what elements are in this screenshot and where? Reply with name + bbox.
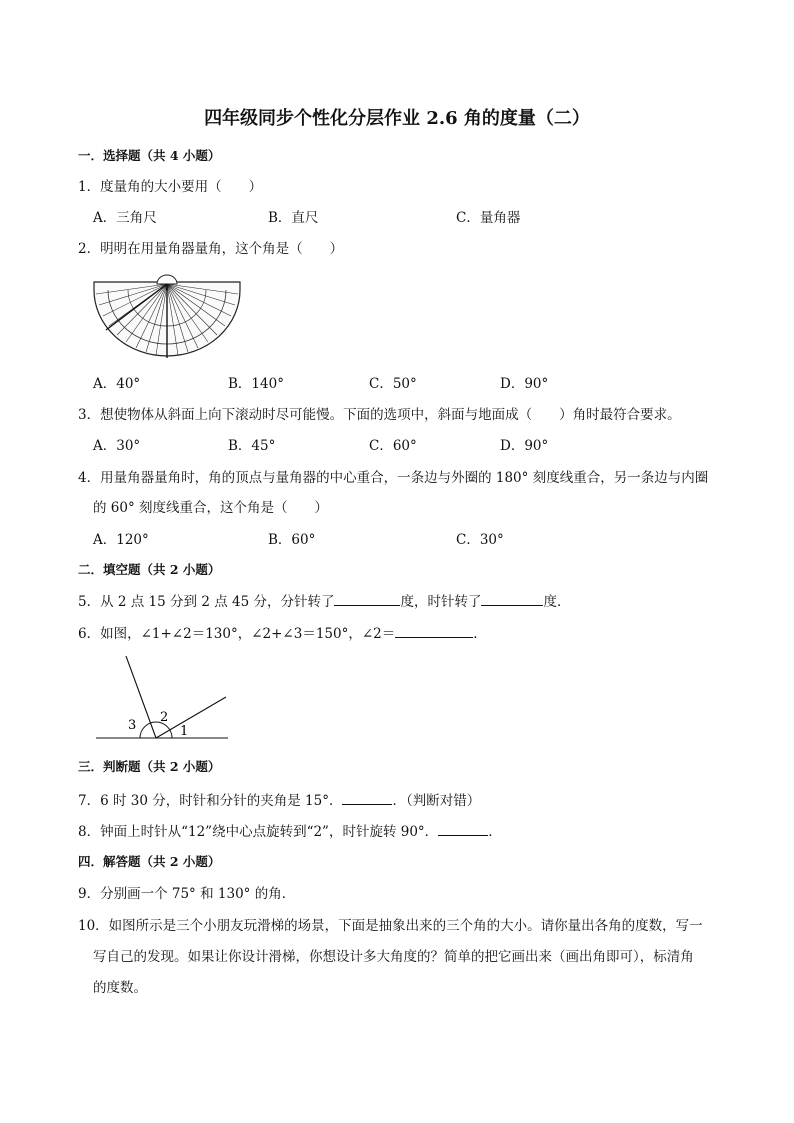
question-1-option-b[interactable]: B．直尺 — [268, 210, 319, 226]
question-1-stem: 1．度量角的大小要用（ ） — [78, 179, 263, 195]
page-title: 四年级同步个性化分层作业 2.6 角的度量（二） — [204, 108, 590, 129]
question-8-text-b: ． — [488, 824, 502, 840]
question-5-text-c: 度． — [543, 594, 571, 610]
question-5-text-a: 5．从 2 点 15 分到 2 点 45 分，分针转了 — [78, 594, 335, 610]
question-3-option-a[interactable]: A．30° — [93, 438, 141, 454]
question-9: 9．分别画一个 75° 和 130° 的角． — [78, 886, 296, 902]
question-3-stem: 3．想使物体从斜面上向下滚动时尽可能慢。下面的选项中，斜面与地面成（ ）角时最符合要求。 — [78, 407, 681, 423]
question-4-line-1: 4．用量角器量角时，角的顶点与量角器的中心重合，一条边与外圈的 180° 刻度线重合，另一条边与内圈 — [78, 470, 709, 486]
question-6-text-b: ． — [473, 626, 487, 642]
question-8-text-a: 8．钟面上时针从“12”绕中心点旋转到“2”，时针旋转 90°． — [78, 824, 439, 840]
protractor-figure — [88, 268, 246, 360]
question-2-option-a[interactable]: A．40° — [93, 376, 141, 392]
question-5 — [78, 590, 570, 610]
section-heading-choice: 一．选择题（共 4 小题） — [78, 148, 221, 163]
question-5-text-b: 度，时针转了 — [400, 594, 482, 610]
question-6-blank[interactable] — [395, 623, 473, 638]
question-5-blank-1[interactable] — [334, 591, 400, 606]
question-6 — [78, 622, 487, 642]
question-5-blank-2[interactable] — [481, 591, 543, 606]
question-2-option-d[interactable]: D．90° — [500, 376, 549, 392]
question-3-option-d[interactable]: D．90° — [500, 438, 549, 454]
question-10-line-3: 的度数。 — [93, 980, 147, 996]
question-7-text-b: ．（判断对错） — [392, 793, 481, 809]
question-2-option-c[interactable]: C．50° — [369, 376, 417, 392]
question-1-option-a[interactable]: A．三角尺 — [93, 210, 157, 226]
angle-label-1: 1 — [180, 724, 189, 739]
question-10-line-2: 写自己的发现。如果让你设计滑梯，你想设计多大角度的？简单的把它画出来（画出角即可），标清角 — [93, 949, 694, 965]
question-7-text-a: 7．6 时 30 分，时针和分针的夹角是 15°． — [78, 793, 343, 809]
question-8-blank[interactable] — [438, 821, 488, 836]
question-2-option-b[interactable]: B．140° — [228, 376, 284, 392]
question-8 — [78, 820, 502, 840]
question-4-option-c[interactable]: C．30° — [456, 532, 504, 548]
section-heading-solve: 四．解答题（共 2 小题） — [78, 854, 221, 869]
question-6-text-a: 6．如图，∠1+∠2＝130°，∠2+∠3＝150°，∠2＝ — [78, 626, 396, 642]
question-4-option-a[interactable]: A．120° — [93, 532, 149, 548]
section-heading-judge: 三．判断题（共 2 小题） — [78, 759, 221, 774]
question-4-line-2: 的 60° 刻度线重合，这个角是（ ） — [93, 500, 329, 516]
question-1-option-c[interactable]: C．量角器 — [456, 210, 521, 226]
question-3-option-b[interactable]: B．45° — [228, 438, 276, 454]
question-7 — [78, 789, 480, 809]
angle-label-3: 3 — [128, 718, 137, 733]
question-10-line-1: 10．如图所示是三个小朋友玩滑梯的场景，下面是抽象出来的三个角的大小。请你量出各角的度数，写一 — [78, 918, 703, 934]
question-4-option-b[interactable]: B．60° — [268, 532, 316, 548]
question-3-option-c[interactable]: C．60° — [369, 438, 417, 454]
section-heading-fill: 二．填空题（共 2 小题） — [78, 562, 221, 577]
angle-figure — [92, 652, 232, 744]
question-7-blank[interactable] — [342, 790, 392, 805]
angle-label-2: 2 — [160, 710, 169, 725]
question-2-stem: 2．明明在用量角器量角，这个角是（ ） — [78, 241, 344, 257]
